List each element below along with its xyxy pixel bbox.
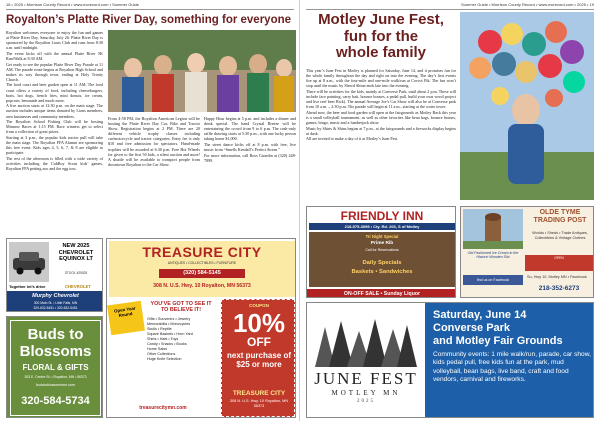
chevy-brand: CHEVROLET xyxy=(65,284,91,289)
olde-tyme-ad xyxy=(460,206,594,298)
chevy-dealer-bar xyxy=(7,291,103,312)
chevrolet-ad xyxy=(6,238,103,312)
list-item: Memorabilia • Motorcycles xyxy=(147,322,191,326)
chevy-address: 300 Main St. • Little Falls, MN xyxy=(33,301,78,305)
list-item: Candy • Snacks • Books xyxy=(147,342,187,346)
paragraph: The event kicks off with the annual Platte River 5K Run/Walk at 8:30 AM. xyxy=(6,50,103,61)
paragraph: For more information, call Ross Girardin at (320) 248-7899. xyxy=(204,152,296,163)
junefest-info-panel xyxy=(425,303,594,418)
coupon-name: TREASURE CITY xyxy=(232,390,286,397)
right-folio: Summer Guide • Morrison County Record • www.mcrecord.com • 2025 • 19 xyxy=(461,2,594,7)
friendly-address: 218-575-3095 • Cty. Rd. 203, S of Motley xyxy=(309,223,455,230)
olde-open-badge: OPEN xyxy=(525,255,593,271)
chevy-dealer: Murphy Chevrolet xyxy=(32,293,79,299)
chevy-phones: 320-632-5451 • 320-632-5451 xyxy=(33,306,78,310)
coupon-word: COUPON xyxy=(249,303,269,308)
friendly-line4: Daily Specials xyxy=(362,260,402,266)
paragraph: A live auction starts at 12:30 p.m. on the main stage. The auction includes unique items donated by Lions members, area businesses and community members. xyxy=(6,103,103,119)
olde-hours: Su, Hwy 10, Motley MN • Facebook xyxy=(527,275,587,279)
june-fest-balloon-photo xyxy=(460,12,594,200)
buds-to-blossoms-ad xyxy=(6,316,103,418)
platte-river-day-photo xyxy=(108,30,296,112)
list-item: Skulls • Reptile xyxy=(147,327,172,331)
buds-phone: 320-584-5734 xyxy=(21,395,90,407)
junefest-logo1: JUNE FEST xyxy=(314,369,418,388)
left-folio: 18 • 2025 • Morrison County Record • www.mcrecord.com • Summer Guide xyxy=(6,2,139,7)
silo-icon xyxy=(463,209,523,249)
list-item: Shirts • Hats • Toys xyxy=(147,337,179,341)
treasure-phone: (320) 584-5145 xyxy=(159,269,245,278)
junefest-logo2: MOTLEY MN xyxy=(331,389,401,397)
friendly-line1: Tri Night Special xyxy=(365,234,399,239)
olde-phone: 218-352-6273 xyxy=(538,285,580,292)
paragraph: The street dance kicks off at 8 p.m. with free, live music from “Smells Kendall’s Perfect Storm.” xyxy=(204,141,296,153)
paragraph: Get ready to see the popular Platte River Day Parade at 11 AM. The parade route begins at Royalton High School and makes its way through town, ending at Holy Trinity Church. xyxy=(6,61,103,82)
equinox-photo xyxy=(9,242,49,282)
left-headline: Royalton’s Platte River Day, something for everyone xyxy=(6,14,292,26)
friendly-footer: ON-OFF SALE • Sunday Liquor xyxy=(307,289,456,298)
paragraph: Ahead now, the beer and food garden will open at the fairgrounds as Motley Back this year is a small volleyball tournament, as well as other favorites like bean bags, bounce houses, games, bingo, music and a lumberjack show. xyxy=(306,109,456,125)
paragraph: All are invited to make a day of it at Motley’s June Fest. xyxy=(306,136,399,142)
friendly-inn-ad xyxy=(306,206,456,298)
olde-facebook: find us on Facebook xyxy=(463,275,523,285)
paragraph: The rest of the afternoon is filled with a wide variety of activities including the CubBoy Scout kids’ games, Royalton FFA petting zoo and the egg toss. xyxy=(6,155,103,171)
junefest-desc: Community events: 1 mile walk/run, parade, car show, kids pedal pull, free kids fun at the park, mud volleyball, bean bags, live band, craft and food vendors, carnival and fireworks. xyxy=(433,351,591,384)
buds-line2: Blossoms xyxy=(19,343,92,360)
olde-items: Old Fashioned Ice Cream in the Historic Wooden Silo xyxy=(467,251,519,260)
junefest-place: Converse Park xyxy=(433,322,511,334)
treasure-web: treasurecitymn.com xyxy=(139,405,187,411)
photo-crowd-illustration xyxy=(108,30,296,112)
list-item: Other Collections xyxy=(147,352,176,356)
treasure-open: Open Year Round xyxy=(107,301,145,335)
list-item: Home Sales xyxy=(147,347,168,351)
headline-line: whole family xyxy=(335,44,427,61)
treasure-subtitle: ANTIQUES • COLLECTIBLES • FURNITURE xyxy=(167,261,237,265)
buds-line3: FLORAL & GIFTS xyxy=(22,363,89,372)
treasure-see-it: YOU’VE GOT TO SEE IT TO BELIEVE IT! xyxy=(150,301,212,313)
chevy-ad-title: NEW 2025 CHEVROLET EQUINOX LT xyxy=(58,243,94,262)
paragraph: The food court and beer garden open at 11 AM. The food court offers a variety of food, including cheeseburgers, brats, hot dogs, french fries, mini donuts, ice cream, popcorn, lemonade and much more. xyxy=(6,82,103,103)
coupon-off-word: OFF xyxy=(247,335,271,349)
car-icon xyxy=(9,242,49,282)
friendly-line5: Baskets • Sandwiches xyxy=(351,269,413,275)
buds-address: 303 E. Centre St. • Royalton, MN • 56373 xyxy=(24,375,87,379)
paragraph: There will be activities for the kids, mainly at Converse Park, until about 2 p.m. These will include face painting, carry bait, bounce houses, a pedal pull, build your own wood project and live reef beer Rick). The annual Average Joe’s Car Show will also be at Converse park from 10 a.m. – 2:30 p.m. The parade will begin at 11 a.m., starting at the water tower. xyxy=(306,88,456,110)
coupon-next: next purchase of $25 or more xyxy=(226,351,291,369)
paragraph: Happy Hour begins at 5 p.m. and includes a dinner and drink special. The band Crystal Breeze will be entertaining the crowd from 9 to 6 p.m. The cash-only raffle drawing starts at 5:30 p.m., with one lucky person taking home $1,000. xyxy=(204,116,296,142)
right-headline xyxy=(306,12,456,62)
headline-line: Motley June Fest, xyxy=(318,11,444,28)
pine-trees-icon xyxy=(307,317,425,367)
left-article-col1 xyxy=(6,30,103,235)
buds-line1: Buds to xyxy=(27,326,84,343)
right-top-rule xyxy=(306,9,594,10)
paragraph: Starting at 3 p.m., the popular kids tractor pull will take the main stage. The Royalton FFA Alumni are sponsoring this free event. Kids ages 4, 5, 6, 7, & 8 are eligible to participate. xyxy=(6,134,103,156)
june-fest-ad xyxy=(306,302,594,418)
list-item: Gifts • Souvenirs • Jewelry xyxy=(147,317,191,321)
junefest-year: 2025 xyxy=(357,399,375,404)
olde-right: Worlds • Sheds • Trade Antiques, Collectibles & Vintage Clothes xyxy=(532,231,588,240)
treasure-address: 308 N. U.S. Hwy. 10 Royalton, MN 56373 xyxy=(153,283,251,289)
treasure-city-ad xyxy=(106,238,296,418)
left-article-col2b xyxy=(204,116,296,172)
junefest-date: Saturday, June 14 xyxy=(433,309,527,321)
list-item: Huge Knife Selection xyxy=(147,357,182,361)
paragraph: Music by Shirts & Shins begins at 7 p.m., at the fairgrounds and a fireworks display begins at dusk. xyxy=(306,125,456,136)
friendly-food-photo xyxy=(309,232,455,287)
treasure-items xyxy=(147,317,215,362)
balloon-illustration xyxy=(460,12,594,200)
list-item: Square Baskets • Horn Yard xyxy=(147,332,193,336)
treasure-header xyxy=(109,241,295,297)
friendly-line2: Prime Rib xyxy=(370,241,394,246)
chevy-ad-stock: STOCK #25025 xyxy=(64,271,88,275)
friendly-line3: Call for Reservations xyxy=(365,248,399,252)
left-top-rule xyxy=(6,9,294,10)
friendly-title: FRIENDLY INN xyxy=(340,209,424,223)
right-page xyxy=(300,0,600,421)
paragraph: Royalton welcomes everyone to enjoy the fun and games at Platte River Day, Saturday, July 26. Platte River Day is sponsored by the Royalton Lions Club and runs from 8:30 a.m. until midnight. xyxy=(6,30,103,51)
coupon-off: 10% xyxy=(232,308,286,338)
junefest-place2: and Motley Fair Grounds xyxy=(433,335,563,347)
coupon-address: 308 N. U.S. Hwy. 10 Royalton, MN 56373 xyxy=(229,399,289,408)
olde-silo-photo xyxy=(463,209,523,249)
paragraph: This year’s June Fest in Motley is planned for Saturday, June 14, and it promises fun for the whole family throughout the day and right on into the evening. The day’s first events fire up at 8 a.m., with the four-mile and one-mile walk/run at Corvoi Pik. The fun won’t stop until the music by Shrwd Shinn ends late into the evening. xyxy=(306,68,456,89)
left-article-col2a xyxy=(108,116,200,172)
buds-web: budstoblossomsmn.com xyxy=(36,383,75,387)
paragraph: From 4-58 PM, the Royalton American Legion will be hosting the Platte River Day Car, Bike and Tractor Show. Registration begins at 2 PM. There are 20 different vehicle trophy classes including car/motorcycle and tractor categories. Entry fee is only $10 and free admission for spectators. Hand-made trophies will be awarded at 6:30 p.m. Free Hot Wheels for given to the first 50 kids, a silent auction and more! A shuttle will be available to transport people from downtown Royalton to the Car Show. xyxy=(108,116,200,167)
chevy-ad-tagline: Together let’s drive xyxy=(9,284,46,289)
olde-title: OLDE TYME TRADING POST xyxy=(533,209,587,224)
motley-article xyxy=(306,68,456,200)
treasure-coupon xyxy=(221,299,295,417)
paragraph: The Royalton School Fishing Club will be hosting Minnow Races at 1:15 PM. Race winners get to select from a collection of great prizes. xyxy=(6,119,103,135)
treasure-title: TREASURE CITY xyxy=(142,244,262,260)
junefest-logo xyxy=(307,303,425,418)
headline-line: fun for the xyxy=(343,27,419,45)
